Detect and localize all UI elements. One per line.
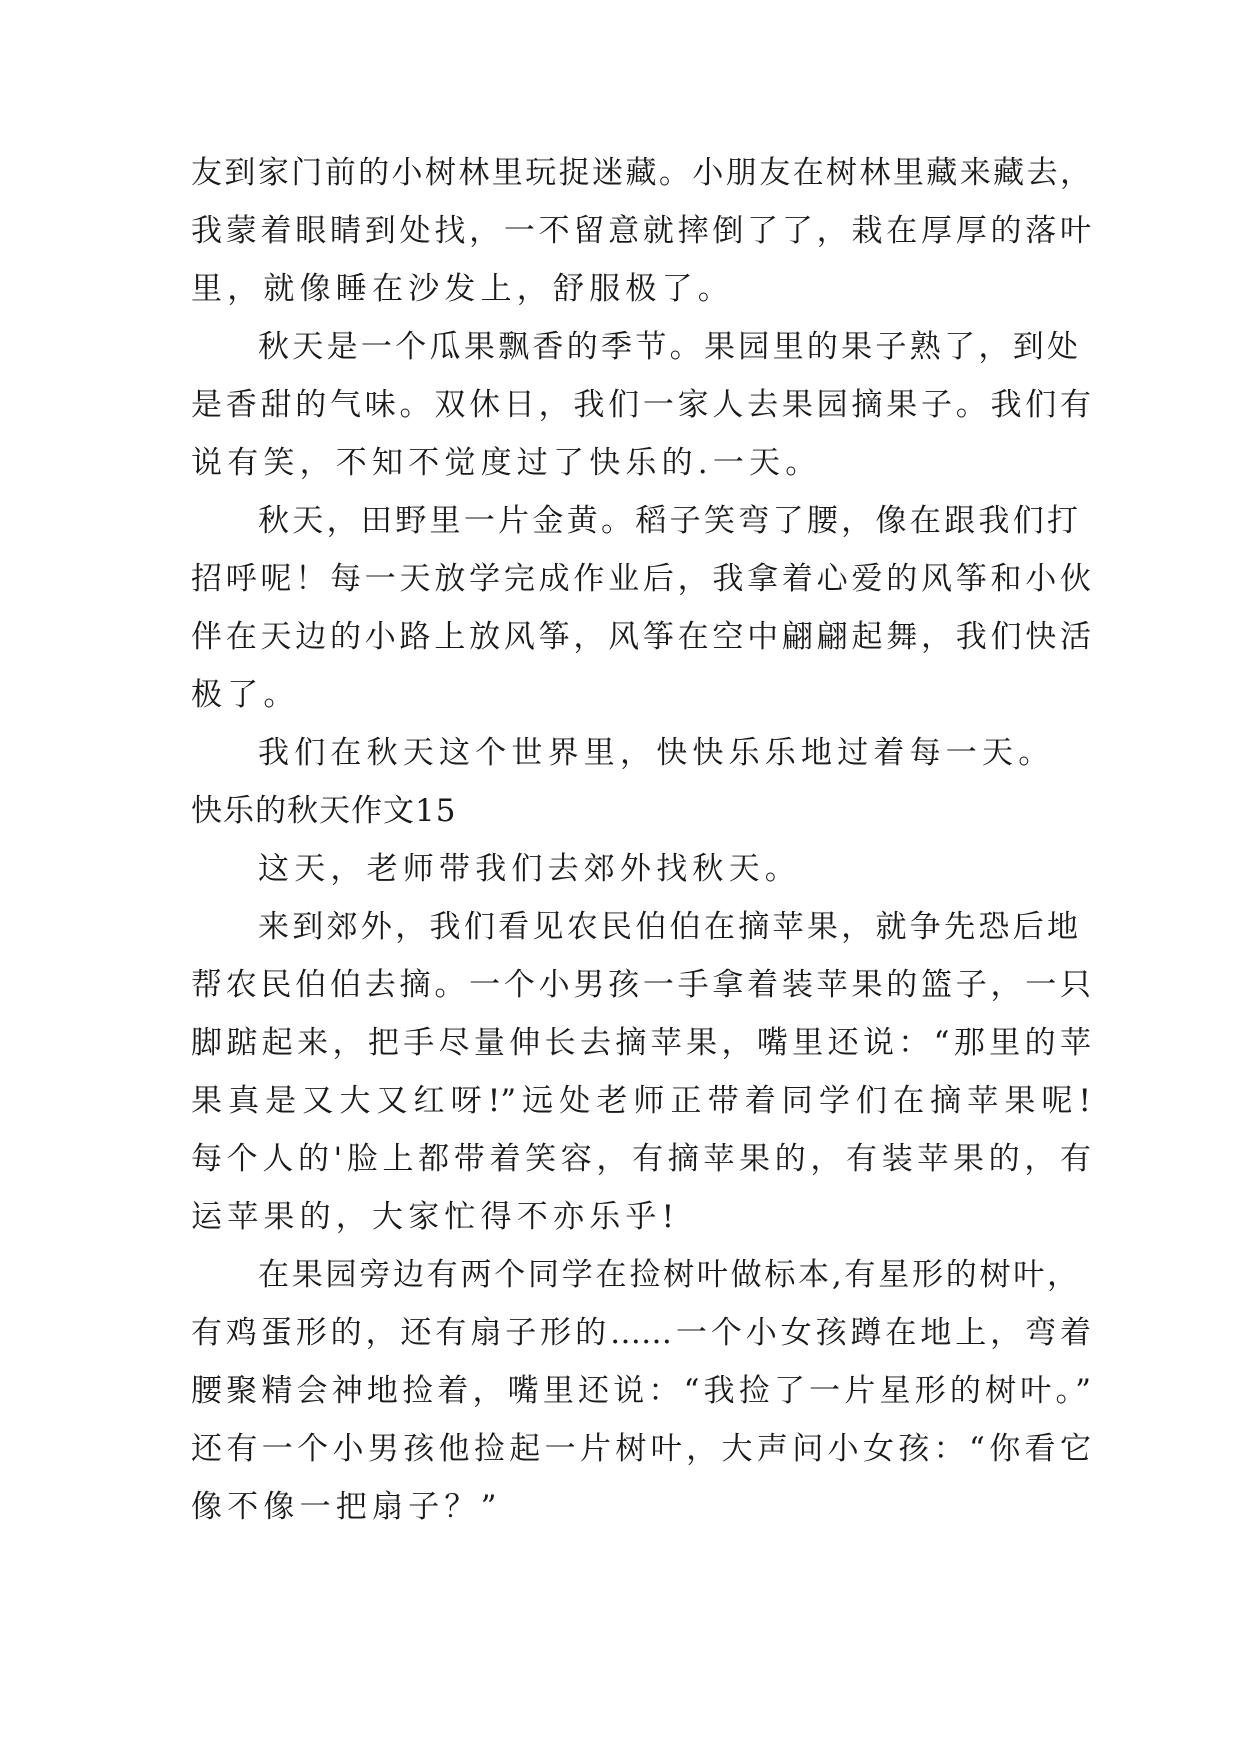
text-line: 帮农民伯伯去摘。一个小男孩一手拿着装苹果的篮子，一只 (191, 967, 1091, 1003)
text-line: 来到郊外，我们看见农民伯伯在摘苹果，就争先恐后地 (258, 909, 1078, 945)
text-line: 这天，老师带我们去郊外找秋天。 (258, 851, 801, 887)
text-line: 有鸡蛋形的，还有扇子形的……一个小女孩蹲在地上，弯着 (191, 1315, 1091, 1351)
text-line: 极了。 (191, 677, 300, 713)
text-line: 像不像一把扇子？” (191, 1489, 502, 1525)
text-line: 我蒙着眼睛到处找，一不留意就摔倒了了，栽在厚厚的落叶 (191, 213, 1091, 249)
text-line: 脚踮起来，把手尽量伸长去摘苹果，嘴里还说：“那里的苹 (191, 1025, 1091, 1061)
text-line: 里，就像睡在沙发上，舒服极了。 (191, 271, 734, 307)
text-line: 果真是又大又红呀!”远处老师正带着同学们在摘苹果呢! (191, 1083, 1091, 1119)
text-line: 我们在秋天这个世界里，快快乐乐地过着每一天。 (258, 735, 1055, 771)
text-line: 伴在天边的小路上放风筝，风筝在空中翩翩起舞，我们快活 (191, 619, 1091, 655)
text-line: 运苹果的，大家忙得不亦乐乎! (191, 1199, 680, 1235)
text-line: 秋天是一个瓜果飘香的季节。果园里的果子熟了，到处 (258, 329, 1078, 365)
section-heading: 快乐的秋天作文15 (191, 793, 457, 829)
text-line: 说有笑，不知不觉度过了快乐的.一天。 (191, 445, 822, 481)
text-line: 友到家门前的小树林里玩捉迷藏。小朋友在树林里藏来藏去， (191, 155, 1091, 191)
text-line: 腰聚精会神地捡着，嘴里还说：“我捡了一片星形的树叶。” (191, 1373, 1091, 1409)
text-line: 在果园旁边有两个同学在捡树叶做标本,有星形的树叶， (258, 1257, 1078, 1293)
text-line: 还有一个小男孩他捡起一片树叶，大声问小女孩：“你看它 (191, 1431, 1091, 1467)
text-line: 每个人的'脸上都带着笑容，有摘苹果的，有装苹果的，有 (191, 1141, 1091, 1177)
text-line: 招呼呢！每一天放学完成作业后，我拿着心爱的风筝和小伙 (191, 561, 1091, 597)
text-line: 秋天，田野里一片金黄。稻子笑弯了腰，像在跟我们打 (258, 503, 1078, 539)
text-line: 是香甜的气味。双休日，我们一家人去果园摘果子。我们有 (191, 387, 1091, 423)
